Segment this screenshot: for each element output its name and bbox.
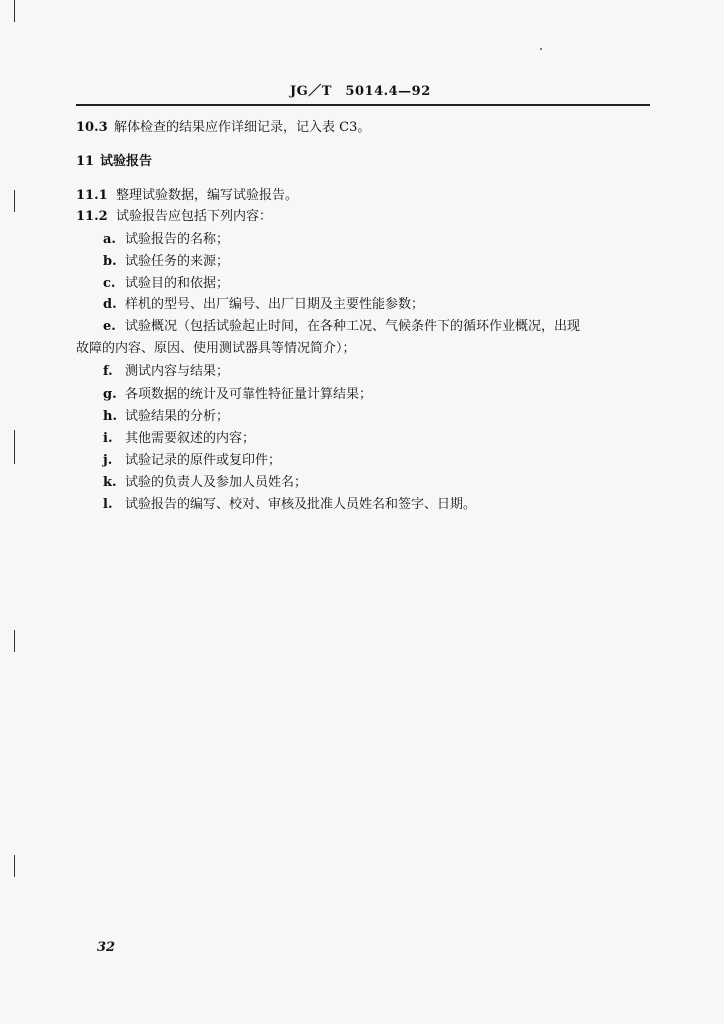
list-item-f: [103, 363, 229, 381]
section-text: 整理试验数据，编写试验报告。: [116, 188, 299, 203]
item-letter: b.: [103, 254, 117, 269]
item-text: 试验目的和依据；: [125, 276, 230, 291]
item-text: 试验记录的原件或复印件；: [125, 453, 282, 468]
item-text: 试验报告的编写、校对、审核及批准人员姓名和签字、日期。: [125, 497, 477, 512]
item-text: 样机的型号、出厂编号、出厂日期及主要性能参数；: [125, 297, 425, 312]
list-item-k: [103, 474, 307, 492]
item-letter: j.: [103, 453, 113, 468]
item-letter: e.: [103, 319, 116, 334]
list-item-g: [103, 386, 372, 404]
item-text: 试验结果的分析；: [125, 409, 230, 424]
item-text: 试验任务的来源；: [125, 254, 230, 269]
item-text-continuation: 故障的内容、原因、使用测试器具等情况简介）；: [76, 341, 356, 356]
item-letter: c.: [103, 276, 116, 291]
list-item-b: [103, 253, 229, 271]
section-text: 试验报告应包括下列内容：: [116, 209, 273, 224]
list-item-d: [103, 296, 424, 314]
item-letter: f.: [103, 364, 113, 379]
scan-speck: [540, 48, 542, 50]
item-text: 其他需要叙述的内容；: [125, 431, 256, 446]
list-item-i: [103, 430, 255, 448]
item-letter: g.: [103, 387, 117, 402]
item-letter: l.: [103, 497, 113, 512]
item-letter: d.: [103, 297, 117, 312]
section-number: 11: [76, 154, 95, 169]
header-rule: [76, 104, 650, 106]
section-11-1: [76, 187, 298, 205]
scan-margin-mark: [14, 855, 15, 877]
item-text: 各项数据的统计及可靠性特征量计算结果；: [125, 387, 373, 402]
item-text: 测试内容与结果；: [125, 364, 230, 379]
item-letter: i.: [103, 431, 113, 446]
list-item-h: [103, 408, 229, 426]
page-number: 32: [97, 940, 116, 955]
scan-margin-mark: [14, 0, 15, 22]
section-10-3: [76, 119, 370, 137]
list-item-l: [103, 496, 476, 514]
section-number: 11.1: [76, 188, 108, 203]
item-letter: h.: [103, 409, 117, 424]
list-item-c: [103, 275, 229, 293]
item-letter: k.: [103, 475, 117, 490]
section-title: 试验报告: [100, 154, 153, 169]
list-item-e: [103, 318, 580, 336]
section-11-heading: [76, 153, 152, 171]
item-text: 试验的负责人及参加人员姓名；: [125, 475, 308, 490]
list-item-e-continuation: [76, 340, 356, 358]
standard-code-header: JG／T 5014.4—92: [290, 84, 431, 99]
scan-margin-mark: [14, 630, 15, 652]
section-number: 10.3: [76, 120, 108, 135]
item-letter: a.: [103, 232, 116, 247]
list-item-a: [103, 231, 229, 249]
list-item-j: [103, 452, 281, 470]
item-text: 试验报告的名称；: [125, 232, 230, 247]
section-11-2: [76, 208, 272, 226]
item-text: 试验概况（包括试验起止时间，在各种工况、气候条件下的循环作业概况，出现: [125, 319, 581, 334]
section-text: 解体检查的结果应作详细记录，记入表 C3。: [114, 120, 371, 135]
scan-margin-mark: [14, 190, 15, 212]
scan-margin-mark: [14, 430, 15, 464]
section-number: 11.2: [76, 209, 108, 224]
